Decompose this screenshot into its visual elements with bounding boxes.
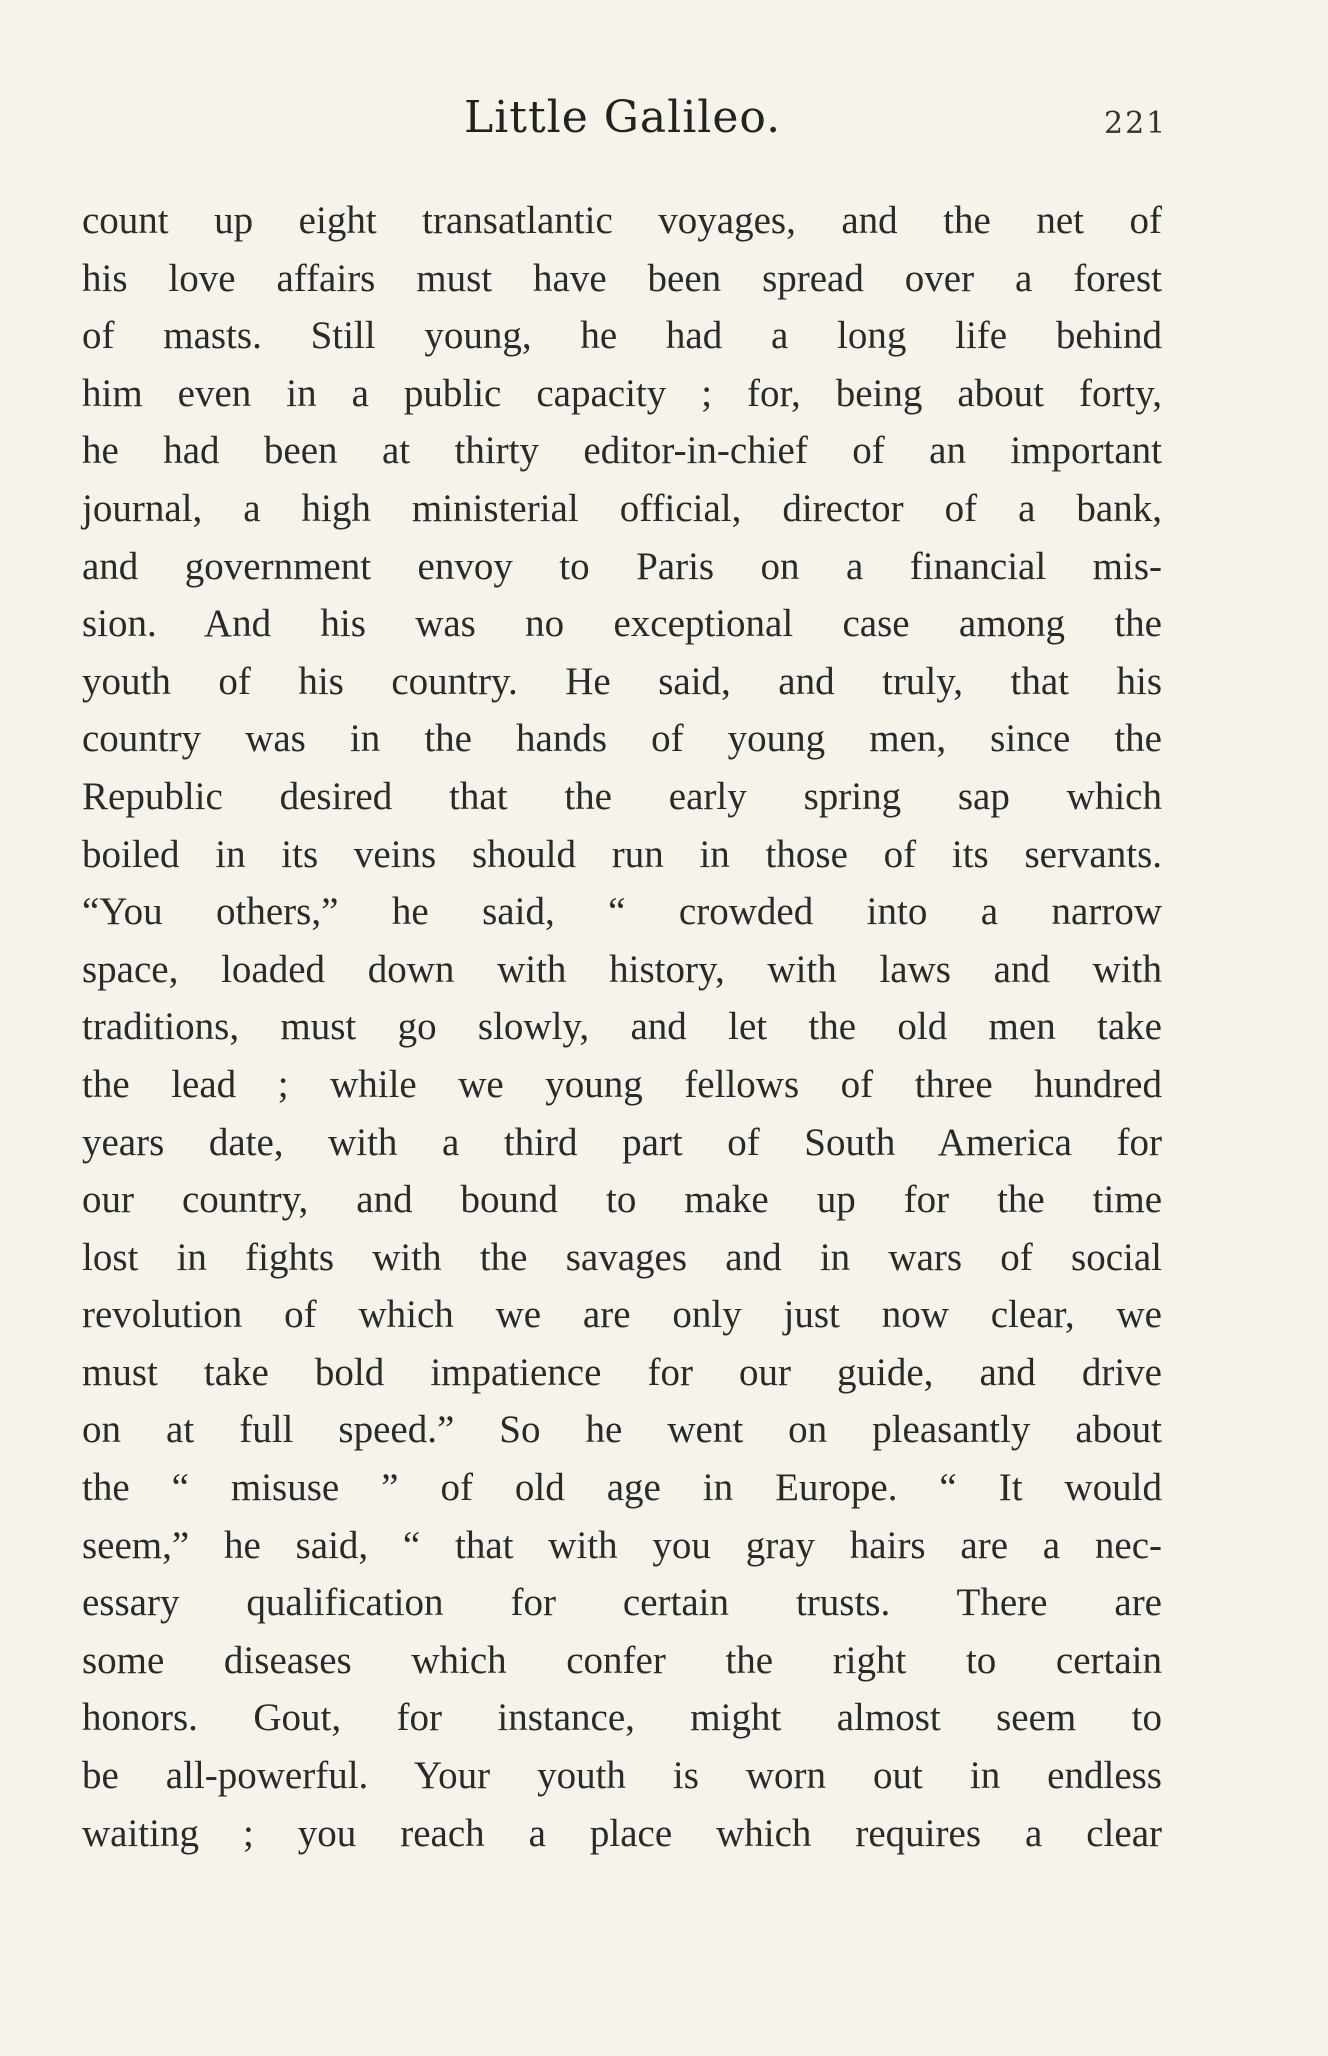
text-line: country was in the hands of young men, since the — [82, 717, 1162, 761]
text-line: boiled in its veins should run in those of its servants. — [82, 832, 1162, 876]
text-line: the “ misuse ” of old age in Europe. “ It would — [82, 1466, 1162, 1510]
text-line: our country, and bound to make up for the time — [82, 1178, 1162, 1222]
text-line: be all-powerful. Your youth is worn out in endless — [82, 1754, 1162, 1798]
text-line: Republic desired that the early spring sap which — [82, 774, 1162, 818]
text-line: honors. Gout, for instance, might almost seem to — [82, 1696, 1162, 1740]
text-line: must take bold impatience for our guide, and drive — [82, 1350, 1162, 1394]
text-line: some diseases which confer the right to certain — [82, 1638, 1162, 1682]
text-line: years date, with a third part of South America for — [82, 1120, 1162, 1164]
running-head — [0, 92, 1328, 152]
text-line: space, loaded down with history, with laws and with — [82, 947, 1162, 991]
text-line: of masts. Still young, he had a long life behind — [82, 314, 1162, 358]
text-line: seem,” he said, “ that with you gray hairs are a nec- — [82, 1523, 1162, 1567]
text-line: lost in fights with the savages and in wars of social — [82, 1235, 1162, 1279]
page-number: 221 — [1104, 106, 1168, 141]
text-line: essary qualification for certain trusts. There are — [82, 1581, 1162, 1625]
body-text — [82, 192, 1162, 1862]
text-line: he had been at thirty editor-in-chief of an important — [82, 429, 1162, 473]
text-line: traditions, must go slowly, and let the old men take — [82, 1005, 1162, 1049]
text-line: revolution of which we are only just now clear, we — [82, 1293, 1162, 1337]
text-line: count up eight transatlantic voyages, and the net of — [82, 199, 1162, 242]
text-line: journal, a high ministerial official, director of a bank, — [82, 486, 1162, 530]
text-line: on at full speed.” So he went on pleasantly about — [82, 1408, 1162, 1452]
text-line: him even in a public capacity ; for, being about forty, — [82, 371, 1162, 415]
text-line: and government envoy to Paris on a financial mis- — [82, 544, 1162, 588]
text-line: the lead ; while we young fellows of three hundred — [82, 1062, 1162, 1106]
text-line: youth of his country. He said, and truly, that his — [82, 659, 1162, 703]
running-title: Little Galileo. — [464, 92, 782, 143]
text-line: his love affairs must have been spread over a forest — [82, 256, 1162, 300]
text-line: sion. And his was no exceptional case among the — [82, 602, 1162, 646]
text-line: “You others,” he said, “ crowded into a narrow — [82, 890, 1162, 934]
text-line: waiting ; you reach a place which requires a clear — [82, 1811, 1162, 1855]
